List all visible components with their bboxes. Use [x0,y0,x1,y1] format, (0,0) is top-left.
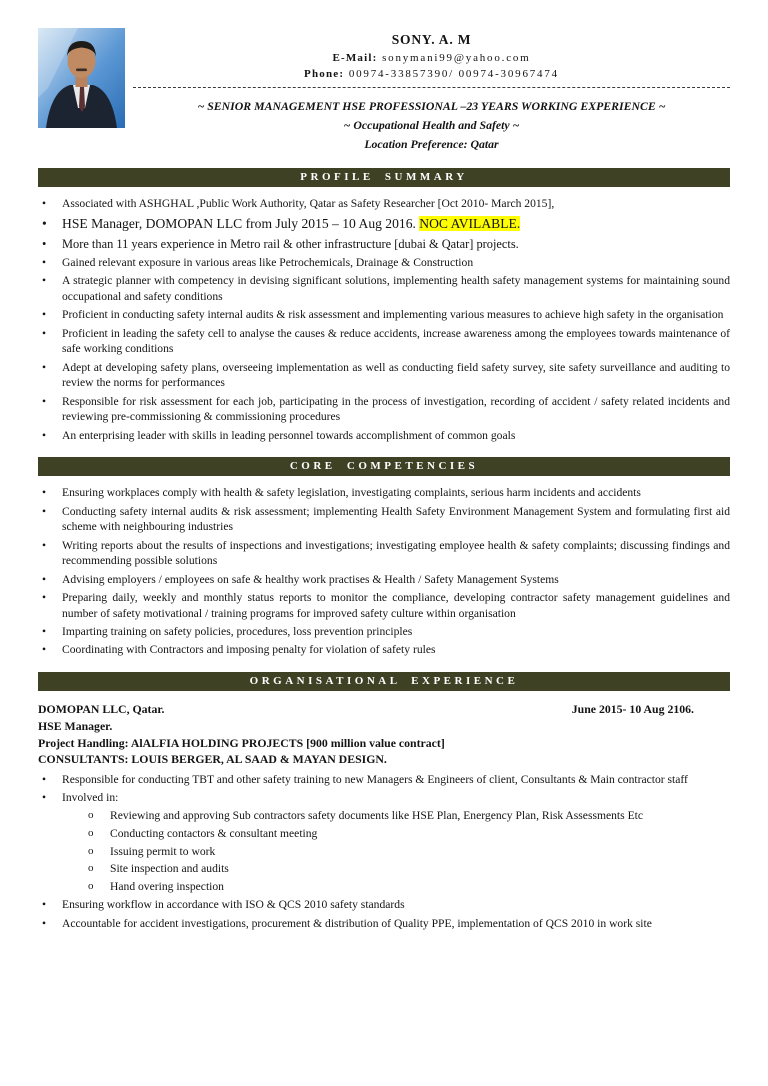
organisational-experience-heading: ORGANISATIONAL EXPERIENCE [38,672,730,691]
list-item-text: Proficient in conducting safety internal audits & risk assessment and implementing various measures to achieve high safety in the organisation [62,308,724,322]
list-item [38,790,730,895]
list-item: • Ensuring workplaces comply with health & safety legislation, investigating complaints, serious harm incidents and accidents [38,485,730,501]
list-item [38,428,730,444]
project-handling: Project Handling: AlALFIA HOLDING PROJECTS [900 million value contract] [38,735,445,750]
sub-list-item: o Conducting contactors & consultant meeting [88,826,730,842]
list-item-text: Accountable for accident investigations, procurement & distribution of Quality PPE, implementation of QCS 2010 in work site [62,916,652,930]
phone-line [133,68,730,80]
consultants-line: CONSULTANTS: LOUIS BERGER, AL SAAD & MAYAN DESIGN. [38,752,387,767]
experience-list [38,772,730,931]
list-item-text: Ensuring workflow in accordance with ISO & QCS 2010 safety standards [62,898,405,912]
organisational-experience-section [38,672,730,931]
profile-photo [38,28,125,128]
sub-list-item: o Reviewing and approving Sub contractors safety documents like HSE Plan, Energency Plan, Risk Assessments Etc [88,808,730,824]
list-item: • Imparting training on safety policies, procedures, loss prevention principles [38,624,730,640]
list-item [38,897,730,913]
list-item: • Writing reports about the results of inspections and investigations; investigating employee health & safety complaints; discussing findings and recommending possible solutions [38,538,730,570]
core-competencies-list [38,485,730,658]
contact-block [133,28,730,88]
list-item: • Conducting safety internal audits & risk assessment; implementing Health Safety Environment Management System and formulating first aid scheme with neighbouring industries [38,504,730,536]
profile-summary-heading: PROFILE SUMMARY [38,168,730,187]
candidate-name: SONY. A. M [391,32,472,47]
phone-label: Phone: [304,68,345,80]
list-item [38,273,730,305]
headline-experience: ~ SENIOR MANAGEMENT HSE PROFESSIONAL –23 YEARS WORKING EXPERIENCE ~ [197,99,666,113]
header-text-column [125,28,730,154]
list-item-text: Adept at developing safety plans, overseeing implementation as well as conducting field safety survey, site safety surveillance and auditing to review the norms for performances [62,360,730,390]
list-item-text: Responsible for risk assessment for each job, participating in the process of investigation, recording of accident / safety related incidents and reviewing pre-commissioning & commissioning procedures [62,394,730,424]
core-competencies-section [38,457,730,658]
core-competencies-heading: CORE COMPETENCIES [38,457,730,476]
list-item-text: Associated with ASHGHAL ,Public Work Authority, Qatar as Safety Researcher [Oct 2010- March 2015], [62,197,555,211]
list-item: • Advising employers / employees on safe & healthy work practises & Health / Safety Management Systems [38,572,730,588]
list-item-text: Involved in: [62,791,119,805]
profile-summary-section [38,168,730,443]
list-item-text: A strategic planner with competency in devising significant solutions, implementing health safety management systems for maintaining sound occupational and safety conditions [62,274,730,303]
experience-header-row [38,701,730,718]
list-item [38,772,730,788]
list-item-text: More than 11 years experience in Metro rail & other infrastructure [dubai & Qatar] projects. [62,236,519,251]
list-item [38,916,730,932]
list-item [38,255,730,271]
job-title: HSE Manager. [38,718,113,733]
list-item [38,326,730,358]
list-item-text: Proficient in leading the safety cell to analyse the causes & reduce accidents, increase awareness among the employees towards maintenance of safe working conditions [62,326,730,356]
email-label: E-Mail: [332,52,378,64]
list-item: • Preparing daily, weekly and monthly status reports to monitor the compliance, developing contractor safety management guidelines and number of safety motivational / training programs for improved safety culture within organisation [38,590,730,622]
headline-location: Location Preference: Qatar [364,137,499,152]
sub-list [88,808,730,895]
resume-header [38,28,730,154]
list-item [38,394,730,426]
sub-list-item: o Issuing permit to work [88,844,730,860]
list-item [38,307,730,323]
profile-summary-list [38,196,730,443]
phone-value: 00974-33857390/ 00974-30967474 [348,68,559,80]
email-line [133,52,730,64]
list-item-text: Responsible for conducting TBT and other safety training to new Managers & Engineers of client, Consultants & Main contractor staff [62,773,688,787]
list-item [38,215,730,233]
email-value: sonymani99@yahoo.com [382,52,531,64]
employer-name: DOMOPAN LLC, Qatar. [38,702,165,717]
highlight-text: NOC AVILABLE. [419,215,521,231]
list-item: • Coordinating with Contractors and imposing penalty for violation of safety rules [38,642,730,658]
list-item-text: HSE Manager, DOMOPAN LLC from July 2015 – 10 Aug 2016. [62,215,420,231]
sub-list-item: o Site inspection and audits [88,861,730,877]
list-item-text: An enterprising leader with skills in leading personnel towards accomplishment of common goals [62,428,516,442]
list-item-text: Gained relevant exposure in various areas like Petrochemicals, Drainage & Construction [62,255,474,269]
profile-photo-image [38,28,125,128]
sub-list-item: o Hand overing inspection [88,879,730,895]
list-item [38,360,730,392]
list-item [38,196,730,212]
title-block [133,97,730,154]
headline-specialty: ~ Occupational Health and Safety ~ [343,118,520,133]
employment-dates: June 2015- 10 Aug 2106. [571,702,694,717]
list-item [38,236,730,253]
